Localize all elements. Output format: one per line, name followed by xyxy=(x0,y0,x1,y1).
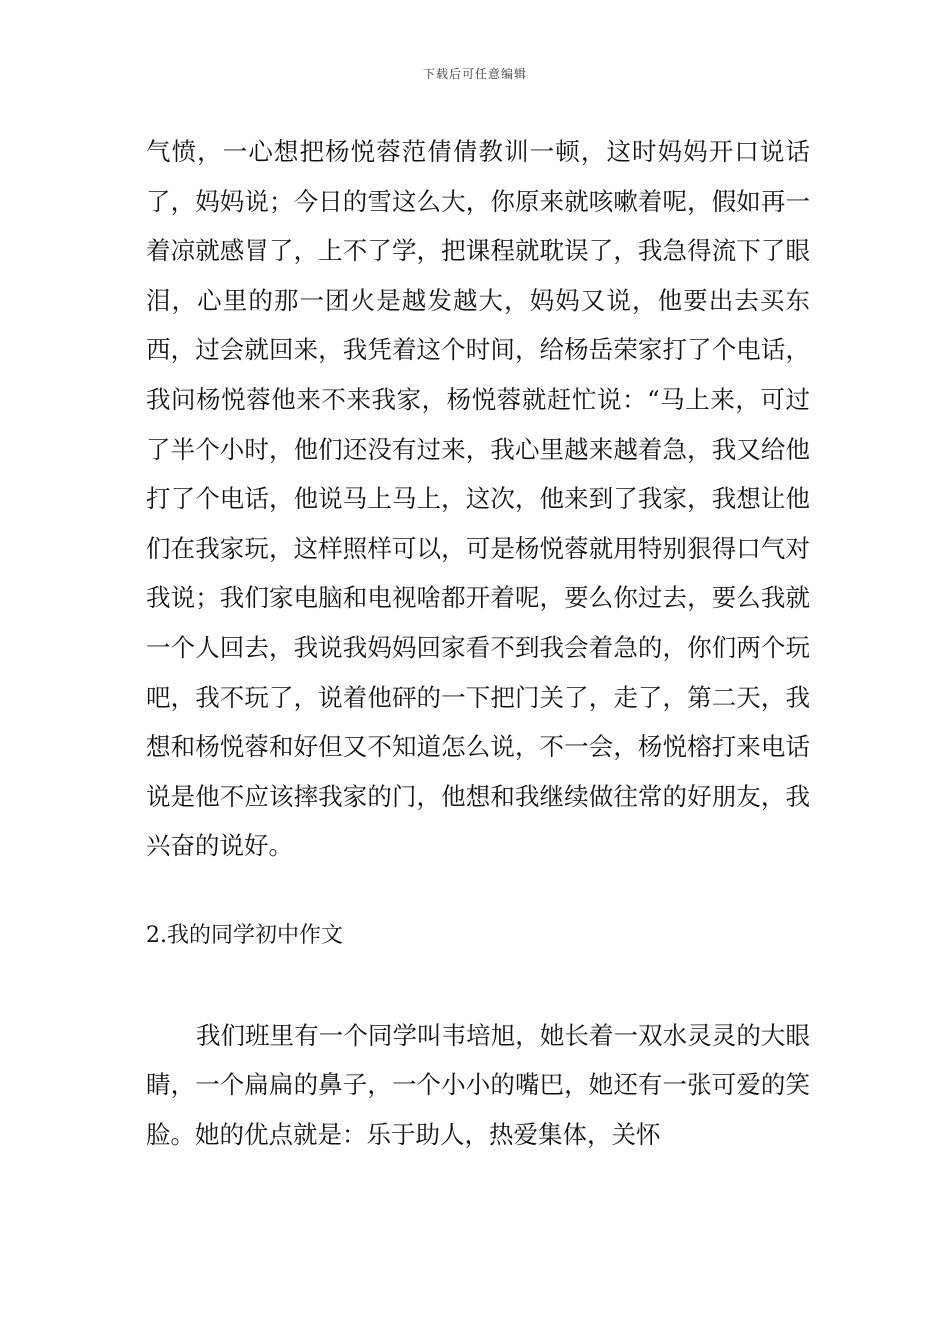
body-paragraph-2: 我们班里有一个同学叫韦培旭，她长着一双水灵灵的大眼睛，一个扁扁的鼻子，一个小小的嘴巴，她还有一张可爱的笑脸。她的优点就是：乐于助人，热爱集体，关怀 xyxy=(146,1020,810,1149)
section-heading: 2.我的同学初中作文 xyxy=(146,922,343,948)
page-header: 下载后可任意编辑 xyxy=(422,67,527,81)
body-paragraph-1: 气愤，一心想把杨悦蓉范倩倩教训一顿，这时妈妈开口说话了，妈妈说；今日的雪这么大，你原来就咳嗽着呢，假如再一着凉就感冒了，上不了学，把课程就耽误了，我急得流下了眼泪，心里的那一团火是越发越大，妈妈又说，他要出去买东西，过会就回来，我凭着这个时间，给杨岳荣家打了个电话，我问杨悦蓉他来不来我家，杨悦蓉就赶忙说：“马上来，可过了半个小时，他们还没有过来，我心里越来越着急，我又给他打了个电话，他说马上马上，这次，他来到了我家，我想让他们在我家玩，这样照样可以，可是杨悦蓉就用特别狠得口气对我说；我们家电脑和电视啥都开着呢，要么你过去，要么我就一个人回去，我说我妈妈回家看不到我会着急的，你们两个玩吧，我不玩了，说着他砰的一下把门关了，走了，第二天，我想和杨悦蓉和好但又不知道怎么说，不一会，杨悦榕打来电话说是他不应该摔我家的门，他想和我继续做往常的好朋友，我兴奋的说好。 xyxy=(146,137,810,861)
document-body xyxy=(146,127,810,1159)
